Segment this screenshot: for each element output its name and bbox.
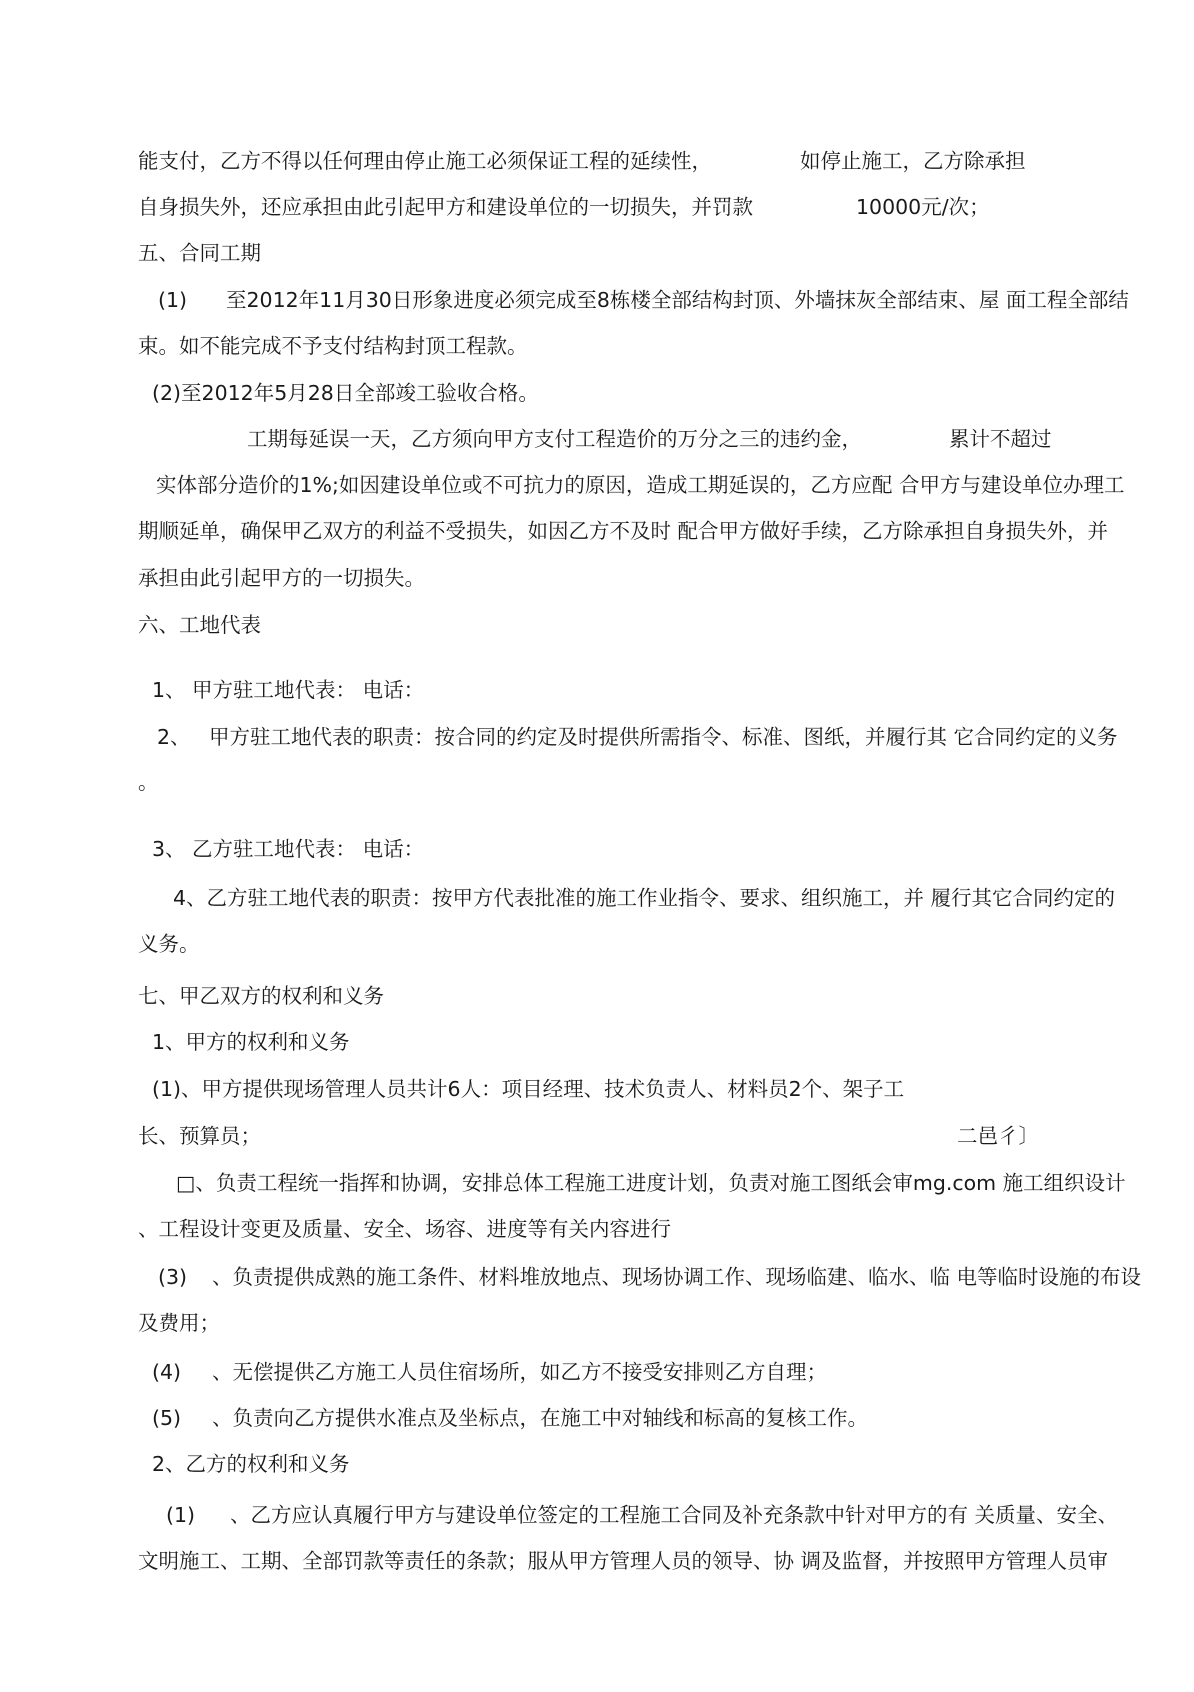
text-segment: 实体部分造价的1%;如因建设单位或不可抗力的原因，造成工期延误的，乙方应配 合甲方与建设单位办理工 xyxy=(156,473,1125,497)
text-segment: 至2012年11月30日形象进度必须完成至8栋楼全部结构封顶、外墙抹灰全部结束、屋 面工程全部结 xyxy=(226,288,1129,312)
text-segment: □、负责工程统一指挥和协调，安排总体工程施工进度计划，负责对施工图纸会审mg.com 施工组织设计 xyxy=(176,1171,1126,1195)
text-segment: (2)至2012年5月28日全部竣工验收合格。 xyxy=(152,381,539,405)
text-segment: 1、 甲方驻工地代表： 电话： xyxy=(152,678,425,702)
text-segment: 束。如不能完成不予支付结构封顶工程款。 xyxy=(138,334,528,358)
item-number: (4) xyxy=(152,1360,182,1384)
item-number: (3) xyxy=(158,1265,188,1289)
text-segment: 2、乙方的权利和义务 xyxy=(152,1452,350,1476)
text-segment: 长、预算员； xyxy=(138,1124,261,1148)
text-segment: (1)、甲方提供现场管理人员共计6人：项目经理、技术负责人、材料员2个、架子工 xyxy=(152,1077,905,1101)
text-segment: 1、甲方的权利和义务 xyxy=(152,1030,350,1054)
text-segment: 二邑彳〕 xyxy=(957,1124,1039,1148)
text-segment: 3、 乙方驻工地代表： 电话： xyxy=(152,837,425,861)
item-number: (5) xyxy=(152,1406,182,1430)
text-segment: 工期每延误一天，乙方须向甲方支付工程造价的万分之三的违约金， xyxy=(247,427,862,451)
text-segment: 五、合同工期 xyxy=(138,241,261,265)
text-segment: 六、工地代表 xyxy=(138,613,261,637)
text-segment: 甲方驻工地代表的职责：按合同的约定及时提供所需指令、标准、图纸，并履行其 它合同约定的义务 xyxy=(209,725,1118,749)
item-number: (1) xyxy=(158,288,188,312)
text-segment: 自身损失外，还应承担由此引起甲方和建设单位的一切损失，并罚款 xyxy=(138,195,753,219)
item-number: (1) xyxy=(166,1503,196,1527)
text-segment: 累计不超过 xyxy=(949,427,1052,451)
text-segment: 如停止施工，乙方除承担 xyxy=(800,149,1026,173)
text-segment: 、乙方应认真履行甲方与建设单位签定的工程施工合同及补充条款中针对甲方的有 关质量、安全、 xyxy=(230,1503,1119,1527)
text-segment: 4、乙方驻工地代表的职责：按甲方代表批准的施工作业指令、要求、组织施工，并 履行其它合同约定的 xyxy=(173,886,1116,910)
text-segment: 。 xyxy=(138,770,159,794)
text-segment: 文明施工、工期、全部罚款等责任的条款；服从甲方管理人员的领导、协 调及监督，并按照甲方管理人员审 xyxy=(138,1549,1109,1573)
text-segment: 期顺延单，确保甲乙双方的利益不受损失，如因乙方不及时 配合甲方做好手续，乙方除承担自身损失外，并 xyxy=(138,519,1109,543)
text-segment: 、负责提供成熟的施工条件、材料堆放地点、现场协调工作、现场临建、临水、临 电等临时设施的布设 xyxy=(212,1265,1142,1289)
text-segment: 10000元/次； xyxy=(856,195,990,219)
text-segment: 七、甲乙双方的权利和义务 xyxy=(138,984,384,1008)
text-segment: 义务。 xyxy=(138,932,200,956)
text-segment: 、负责向乙方提供水准点及坐标点，在施工中对轴线和标高的复核工作。 xyxy=(212,1406,868,1430)
text-segment: 能支付，乙方不得以任何理由停止施工必须保证工程的延续性， xyxy=(138,149,712,173)
text-segment: 及费用； xyxy=(138,1311,220,1335)
text-segment: 、工程设计变更及质量、安全、场容、进度等有关内容进行 xyxy=(138,1217,671,1241)
item-number: 2、 xyxy=(157,725,191,749)
text-segment: 承担由此引起甲方的一切损失。 xyxy=(138,566,425,590)
text-segment: 、无偿提供乙方施工人员住宿场所，如乙方不接受安排则乙方自理； xyxy=(212,1360,827,1384)
